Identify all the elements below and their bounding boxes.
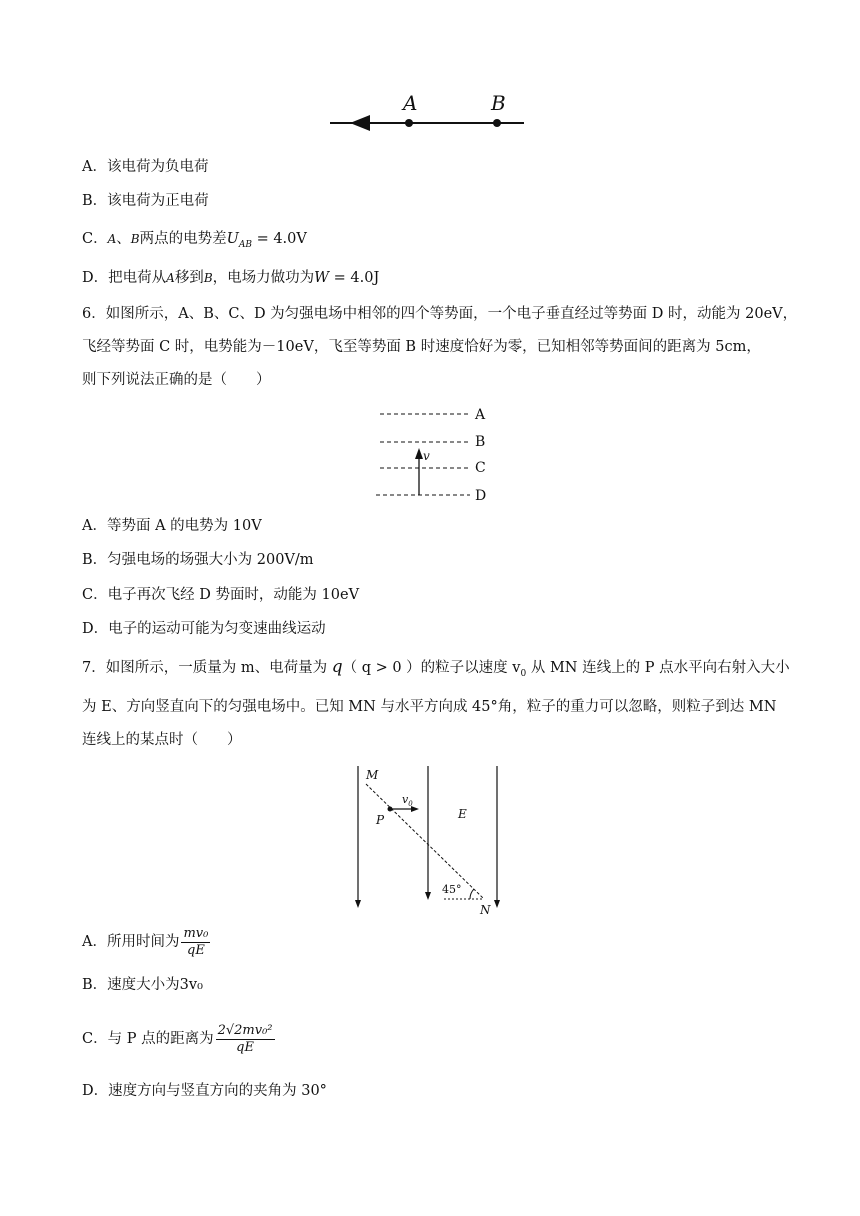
q5-option-d <box>82 268 379 288</box>
q7-option-b: B．速度大小为3v₀ <box>82 977 203 993</box>
q6-stem-line-3: 则下列说法正确的是（ ） <box>82 372 271 388</box>
q5-option-a: A．该电荷为负电荷 <box>82 159 209 175</box>
q5-option-d-mid1: 移到 <box>174 270 204 286</box>
q7-option-a-prefix: A．所用时间为 <box>82 934 180 950</box>
label-surface-b: B <box>475 434 486 450</box>
q7-stem-1b: （ q > 0 ）的粒子以速度 v <box>342 660 521 676</box>
field-line-middle-arrow <box>425 892 431 900</box>
q5-option-c-b: B <box>130 232 140 246</box>
label-a: A <box>403 91 418 115</box>
q7-option-c-fraction <box>216 1023 275 1056</box>
field-arrowhead <box>350 115 370 131</box>
label-surface-c: C <box>475 460 486 476</box>
label-surface-a: A <box>475 407 486 423</box>
q5-option-d-w: W <box>314 270 330 286</box>
label-p: P <box>376 813 385 827</box>
q5-option-b: B．该电荷为正电荷 <box>82 193 209 209</box>
label-e: E <box>458 807 467 821</box>
q6-stem-line-1: 6．如图所示，A、B、C、D 为匀强电场中相邻的四个等势面，一个电子垂直经过等势面 D 时，动能为 20eV， <box>82 306 798 322</box>
q7-option-c-numerator: 2√2mv₀² <box>217 1022 273 1038</box>
q7-stem-1c: 从 MN 连线上的 P 点水平向右射入大小 <box>526 660 790 676</box>
q7-stem-1a: 7．如图所示，一质量为 m、电荷量为 <box>82 660 332 676</box>
q7-stem-line-3: 连线上的某点时（ ） <box>82 732 242 748</box>
field-line-figure <box>326 90 530 136</box>
point-a <box>405 119 413 127</box>
equipotential-figure <box>370 402 500 504</box>
label-n: N <box>480 903 491 917</box>
q5-option-c-value: = 4.0V <box>251 231 307 247</box>
q7-stem-q: q <box>331 657 343 677</box>
q6-option-a: A．等势面 A 的电势为 10V <box>82 518 262 534</box>
q5-option-d-b: B <box>203 271 213 285</box>
q7-stem-line-1 <box>82 657 790 684</box>
q5-option-c-u: U <box>226 231 239 247</box>
q7-option-a <box>82 925 212 959</box>
q7-option-a-denominator: qE <box>187 942 205 958</box>
mn-line <box>366 784 484 899</box>
q6-option-d: D．电子的运动可能为匀变速曲线运动 <box>82 621 326 637</box>
q5-option-c-a: A <box>107 232 117 246</box>
label-surface-d: D <box>475 488 487 504</box>
q7-option-c-prefix: C．与 P 点的距离为 <box>82 1031 214 1047</box>
field-line-left-arrow <box>355 900 361 908</box>
q5-option-c-mid: 两点的电势差 <box>139 231 227 247</box>
q7-option-c <box>82 1022 277 1056</box>
point-b <box>493 119 501 127</box>
electric-field-figure <box>346 762 516 918</box>
q6-option-c: C．电子再次飞经 D 势面时，动能为 10eV <box>82 587 360 603</box>
label-v0: $v_0$ <box>402 793 413 808</box>
q7-option-c-denominator: qE <box>236 1039 254 1055</box>
velocity-arrowhead <box>415 448 423 459</box>
q6-option-b: B．匀强电场的场强大小为 200V/m <box>82 552 314 568</box>
q7-option-d: D．速度方向与竖直方向的夹角为 30° <box>82 1083 327 1099</box>
q5-option-c-prefix: C． <box>82 231 108 247</box>
field-line-right-arrow <box>494 900 500 908</box>
q5-option-c-sub: AB <box>238 239 252 250</box>
label-angle: 45° <box>442 883 462 896</box>
angle-arc <box>470 889 474 899</box>
q5-option-d-value: = 4.0J <box>329 270 380 286</box>
q7-option-a-fraction <box>181 926 210 959</box>
q7-stem-line-2: 为 E、方向竖直向下的匀强电场中。已知 MN 与水平方向成 45°角，粒子的重力可以忽略，则粒子到达 MN <box>82 699 777 715</box>
q5-option-c <box>82 229 307 255</box>
q5-option-d-mid2: ，电场力做功为 <box>212 270 315 286</box>
label-v: v <box>423 449 430 463</box>
q5-option-d-prefix: D．把电荷从 <box>82 270 167 286</box>
q5-option-d-a: A <box>166 271 175 285</box>
q7-stem-sub: 0 <box>520 668 527 679</box>
label-m: M <box>366 768 379 782</box>
q5-option-c-sep: 、 <box>116 231 131 247</box>
q6-stem-line-2: 飞经等势面 C 时，电势能为－10eV，飞至等势面 B 时速度恰好为零，已知相邻等势面间的距离为 5cm， <box>82 339 761 355</box>
label-b: B <box>491 91 506 115</box>
q7-option-a-numerator: mv₀ <box>183 925 209 941</box>
